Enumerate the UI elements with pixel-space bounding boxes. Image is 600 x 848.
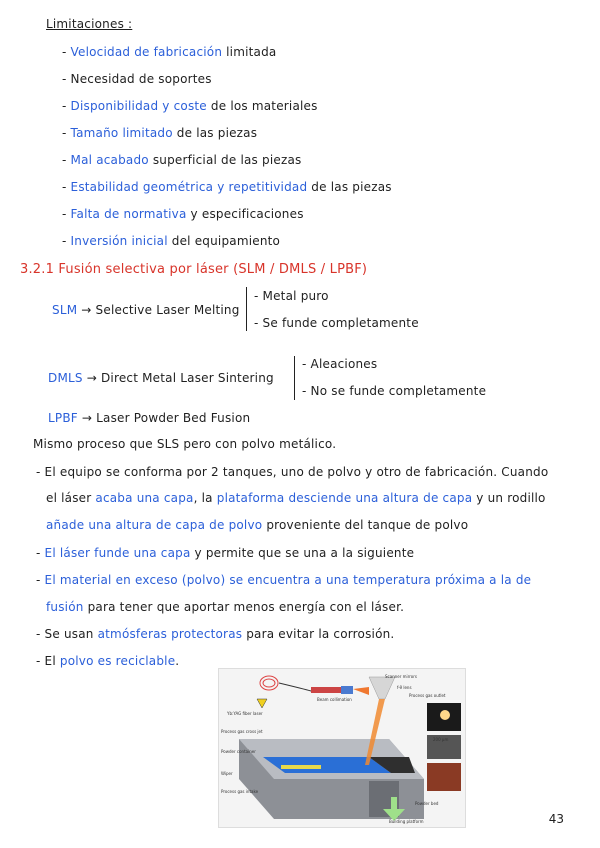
label-gas-intake: Process gas intake	[221, 789, 259, 794]
part-photo	[427, 763, 461, 791]
label-gas-jet: Process gas cross jet	[221, 729, 263, 734]
bullet-laser-funde: - El láser funde una capa y permite que se una a la siguiente	[36, 546, 415, 560]
lpbf-definition: LPBF → Laser Powder Bed Fusion	[48, 411, 251, 425]
bullet-tanques-cont: añade una altura de capa de polvo proveniente del tanque de polvo	[46, 518, 469, 532]
bullet-atmosferas: - Se usan atmósferas protectoras para evitar la corrosión.	[36, 627, 395, 641]
mismo-proceso: Mismo proceso que SLS pero con polvo metálico.	[33, 437, 337, 451]
limitacion-item: - Inversión inicial del equipamiento	[62, 234, 281, 248]
dmls-note: - No se funde completamente	[302, 384, 487, 398]
limitacion-item: - Tamaño limitado de las piezas	[62, 126, 258, 140]
label-scanner: Scanner mirrors	[385, 674, 417, 679]
label-powder-bed: Powder bed	[415, 801, 439, 806]
label-fiber: Yb:YAG fiber laser	[227, 711, 263, 716]
dmls-note: - Aleaciones	[302, 357, 378, 371]
bullet-material-exceso-cont: fusión para tener que aportar menos energía con el láser.	[46, 600, 405, 614]
slm-note: - Metal puro	[254, 289, 329, 303]
wiper-bar	[281, 765, 321, 769]
limitacion-item: - Necesidad de soportes	[62, 72, 212, 86]
bullet-reciclable: - El polvo es reciclable.	[36, 654, 180, 668]
slm-brace	[246, 287, 247, 331]
label-powder-container: Powder container	[221, 749, 256, 754]
laser-warning-icon	[257, 699, 267, 708]
lpbf-machine-diagram	[219, 669, 465, 827]
limitacion-item: - Mal acabado superficial de las piezas	[62, 153, 302, 167]
label-scale: 200 µm	[433, 737, 449, 742]
bullet-material-exceso: - El material en exceso (polvo) se encuentra a una temperatura próxima a la de	[36, 573, 532, 587]
limitacion-item: - Falta de normativa y especificaciones	[62, 207, 304, 221]
page-number: 43	[548, 812, 564, 826]
limitacion-item: - Velocidad de fabricación limitada	[62, 45, 277, 59]
limitacion-item: - Estabilidad geométrica y repetitividad de las piezas	[62, 180, 392, 194]
limitaciones-title: Limitaciones :	[46, 17, 133, 31]
label-ftheta: f-θ lens	[397, 685, 412, 690]
section-heading: 3.2.1 Fusión selectiva por láser (SLM / DMLS / LPBF)	[20, 262, 368, 277]
beam-collimator	[311, 687, 341, 693]
limitacion-item: - Disponibilidad y coste de los materiales	[62, 99, 318, 113]
dmls-brace	[294, 356, 295, 400]
label-beam: Beam collimation	[317, 697, 352, 702]
bullet-tanques-cont: el láser acaba una capa, la plataforma desciende una altura de capa y un rodillo	[46, 491, 546, 505]
slm-note: - Se funde completamente	[254, 316, 419, 330]
scanner-head	[369, 677, 395, 699]
label-gas-outlet: Process gas outlet	[409, 693, 446, 698]
lpbf-machine-figure	[218, 668, 466, 828]
label-wiper: Wiper	[221, 771, 233, 776]
slm-definition: SLM → Selective Laser Melting	[52, 303, 240, 317]
label-building-platform: Building platform	[389, 819, 424, 824]
bullet-tanques: - El equipo se conforma por 2 tanques, uno de polvo y otro de fabricación. Cuando	[36, 465, 549, 479]
dmls-definition: DMLS → Direct Metal Laser Sintering	[48, 371, 274, 385]
